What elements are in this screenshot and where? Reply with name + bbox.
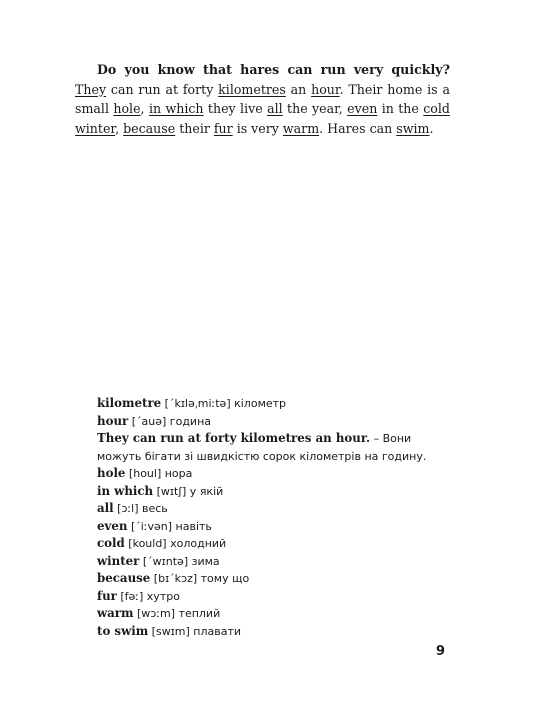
underlined-word-swim: swim <box>396 120 430 136</box>
vocab-item <box>97 518 457 536</box>
vocab-term: to swim <box>97 623 149 638</box>
vocab-item <box>97 553 457 571</box>
vocab-item <box>97 430 457 465</box>
vocab-item <box>97 605 457 623</box>
vocab-translation: [ˊkɪləˌmiːtə] кілометр <box>161 397 287 410</box>
story-paragraph <box>75 60 450 138</box>
underlined-word-in-which: in which <box>148 101 204 116</box>
underlined-word-because: because <box>123 120 176 136</box>
text-run: can run at forty <box>106 81 219 97</box>
text-run: , <box>140 101 149 116</box>
vocab-item <box>97 395 457 413</box>
vocab-translation: – Вони можуть бігати зі швидкістю сорок кілометрів на годину. <box>97 432 427 463</box>
underlined-word-winter: winter <box>75 120 116 136</box>
vocab-translation: [houl] нора <box>125 467 193 480</box>
lead-question: Do you know that hares can run very quickly? <box>97 62 450 77</box>
underlined-word-warm: warm <box>282 120 320 136</box>
vocab-translation: [fəː] хутро <box>116 589 180 603</box>
vocab-item <box>97 570 457 588</box>
underlined-word-they: They <box>75 81 107 97</box>
text-run: they live <box>203 101 268 116</box>
text-run: is very <box>232 120 283 136</box>
vocab-term: in which <box>97 483 154 498</box>
vocab-term: all <box>97 501 114 515</box>
vocab-item <box>97 413 457 431</box>
text-run: their <box>175 120 214 136</box>
vocab-item <box>97 588 457 606</box>
vocab-translation: [swɪm] плавати <box>148 624 242 638</box>
vocab-translation: [kould] холодний <box>124 537 227 550</box>
text-run: . Hares can <box>319 120 397 136</box>
vocab-term: kilometre <box>97 396 162 410</box>
vocab-term: cold <box>97 536 125 550</box>
text-run: . <box>429 120 434 136</box>
vocab-term: warm <box>97 606 134 620</box>
underlined-word-cold: cold <box>423 101 450 116</box>
vocab-translation: [wɔːm] теплий <box>133 607 221 620</box>
vocab-term: They can run at forty kilometres an hour. <box>97 431 371 445</box>
underlined-word-fur: fur <box>213 120 233 136</box>
vocab-term: because <box>97 571 151 585</box>
text-run: . Their home is a small <box>75 81 450 116</box>
vocab-item <box>97 465 457 483</box>
vocab-translation: [ˊiːvən] навіть <box>127 519 212 533</box>
vocab-item <box>97 500 457 518</box>
underlined-word-kilometres: kilometres <box>218 81 286 97</box>
underlined-word-hole: hole <box>113 101 141 116</box>
vocab-translation: [ˊauə] година <box>128 414 212 428</box>
text-run: the year, <box>282 101 348 116</box>
vocab-term: hole <box>97 466 126 480</box>
vocab-term: hour <box>97 413 129 428</box>
underlined-word-all: all <box>267 101 283 116</box>
vocab-translation: [bɪˊkɔz] тому що <box>150 572 250 585</box>
vocab-item <box>97 623 457 641</box>
vocab-term: even <box>97 518 128 533</box>
underlined-word-hour: hour <box>311 81 340 97</box>
page-number: 9 <box>436 644 446 659</box>
underlined-word-even: even <box>347 101 378 116</box>
vocabulary-list <box>97 395 457 640</box>
vocab-term: winter <box>97 553 140 568</box>
text-run: an <box>285 81 312 97</box>
vocab-term: fur <box>97 588 117 603</box>
vocab-translation: [ˊwɪntə] зима <box>139 554 220 568</box>
text-run: in the <box>377 101 424 116</box>
vocab-item <box>97 483 457 501</box>
text-run: , <box>115 120 124 136</box>
vocab-translation: [ɔːl] весь <box>113 502 168 515</box>
vocab-item <box>97 535 457 553</box>
vocab-translation: [wɪtʃ] у якій <box>153 484 224 498</box>
